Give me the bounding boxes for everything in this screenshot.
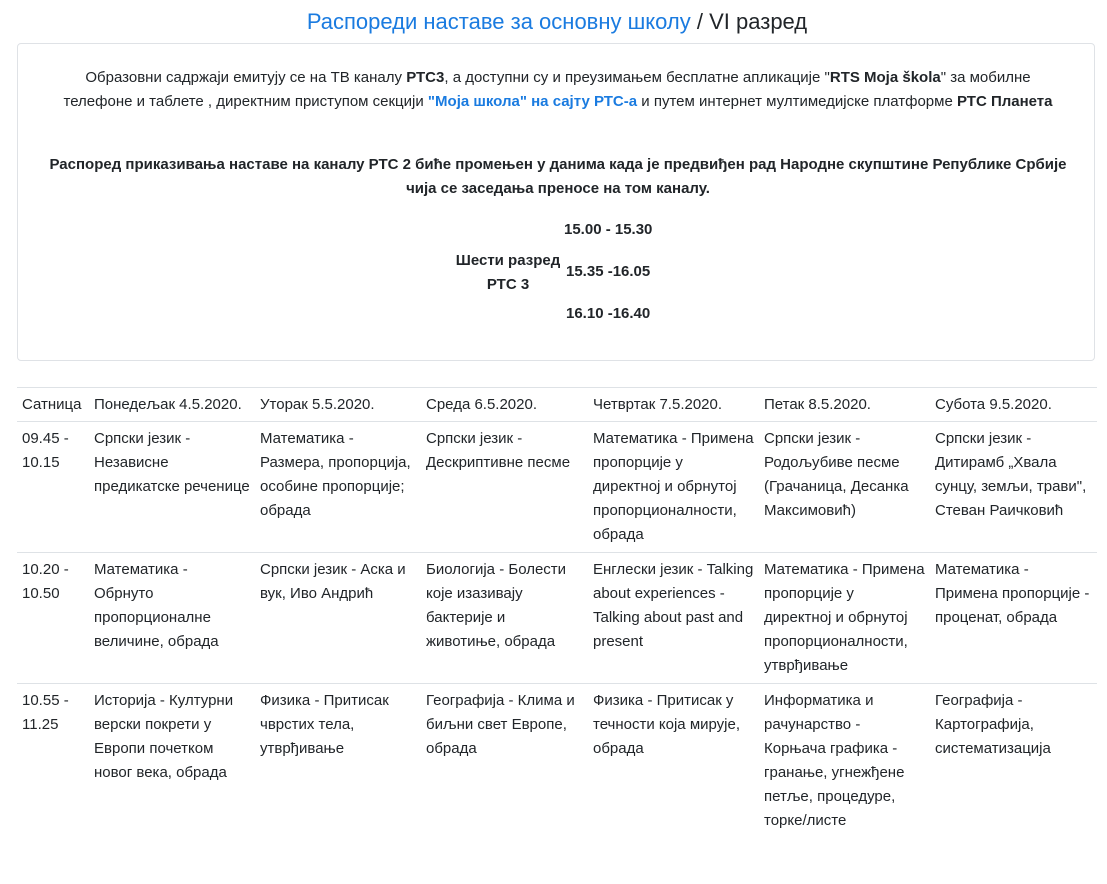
lesson-cell: Српски језик - Аска и вук, Иво Андрић <box>255 553 421 684</box>
page-title <box>0 7 1107 37</box>
info-box <box>17 43 1095 361</box>
info-text-b: , а доступни су и преузимањем бесплатне апликације " <box>444 69 830 86</box>
info-text-d: и путем интернет мултимедијске платформе <box>637 93 957 110</box>
header-cell: Четвртак 7.5.2020. <box>588 388 759 422</box>
header-cell: Петак 8.5.2020. <box>759 388 930 422</box>
channel-label: РТС 3 <box>486 276 530 293</box>
lesson-cell: Математика - Примена пропорције у директној и обрнутој пропорционалности, обрада <box>588 422 759 553</box>
lesson-cell: Историја - Културни верски покрети у Европи почетком новог века, обрада <box>89 684 255 839</box>
lesson-cell: Математика - Примена пропорције - проценат, обрада <box>930 553 1097 684</box>
grade-title: VI разред <box>709 9 808 34</box>
schedule-table <box>17 387 1097 838</box>
time-cell: 10.55 - 11.25 <box>17 684 89 839</box>
info-text-a: Образовни садржаји емитују се на ТВ каналу <box>85 69 407 86</box>
lesson-cell: Енглески језик - Talking about experiences - Talking about past and present <box>588 553 759 684</box>
info-paragraph <box>58 66 1058 114</box>
lesson-cell: Српски језик - Дескриптивне песме <box>421 422 588 553</box>
lesson-cell: Географија - Клима и биљни свет Европе, обрада <box>421 684 588 839</box>
header-cell: Субота 9.5.2020. <box>930 388 1097 422</box>
lesson-cell: Физика - Притисак у течности која мирује, обрада <box>588 684 759 839</box>
header-cell: Понедељак 4.5.2020. <box>89 388 255 422</box>
lesson-cell: Географија - Картографија, систематизација <box>930 684 1097 839</box>
lesson-cell: Физика - Притисак чврстих тела, утврђивање <box>255 684 421 839</box>
table-row <box>17 422 1097 553</box>
schedule-notice: Распоред приказивања наставе на каналу РТС 2 биће промењен у данима када је предвиђен рад Народне скупштине Републике Србије чија се заседања преносе на том каналу. <box>49 156 1067 197</box>
lesson-cell: Српски језик - Дитирамб „Хвала сунцу, земљи, трави", Стеван Раичковић <box>930 422 1097 553</box>
header-cell: Среда 6.5.2020. <box>421 388 588 422</box>
lesson-cell: Математика - Примена пропорције у директној и обрнутој пропорционалности, утврђивање <box>759 553 930 684</box>
schedule-link[interactable]: Распореди наставе за основну школу <box>306 9 691 34</box>
table-header-row <box>17 388 1097 422</box>
broadcast-time-3: 16.10 -16.40 <box>566 305 651 322</box>
grade-label: Шести разред <box>455 252 561 269</box>
lesson-cell: Српски језик - Родољубиве песме (Грачаница, Десанка Максимовић) <box>759 422 930 553</box>
header-cell: Уторак 5.5.2020. <box>255 388 421 422</box>
header-cell: Сатница <box>17 388 89 422</box>
info-text-c: " за мобилне телефоне и таблете , директним приступом секцији <box>63 69 1031 110</box>
lesson-cell: Српски језик - Независне предикатске реченице <box>89 422 255 553</box>
lesson-cell: Математика - Размера, пропорција, особине пропорције; обрада <box>255 422 421 553</box>
moja-skola-link[interactable]: "Моја школа" на сајту РТС-а <box>427 93 638 110</box>
broadcast-time-2: 15.35 -16.05 <box>566 263 651 280</box>
time-cell: 09.45 - 10.15 <box>17 422 89 553</box>
table-row <box>17 684 1097 839</box>
info-platform: РТС Планета <box>956 93 1053 110</box>
table-row <box>17 553 1097 684</box>
grade-channel-label <box>443 249 573 297</box>
lesson-cell: Биологија - Болести које изазивају бактерије и животиње, обрада <box>421 553 588 684</box>
info-channel: РТС3 <box>406 69 445 86</box>
info-app-name: RTS Moja škola <box>829 69 941 86</box>
lesson-cell: Математика - Обрнуто пропорционалне величине, обрада <box>89 553 255 684</box>
lesson-cell: Информатика и рачунарство - Корњача графика - гранање, угнежђене петље, процедуре, торке/листе <box>759 684 930 839</box>
title-separator: / <box>696 9 703 34</box>
time-cell: 10.20 - 10.50 <box>17 553 89 684</box>
broadcast-time-1: 15.00 - 15.30 <box>564 221 653 238</box>
